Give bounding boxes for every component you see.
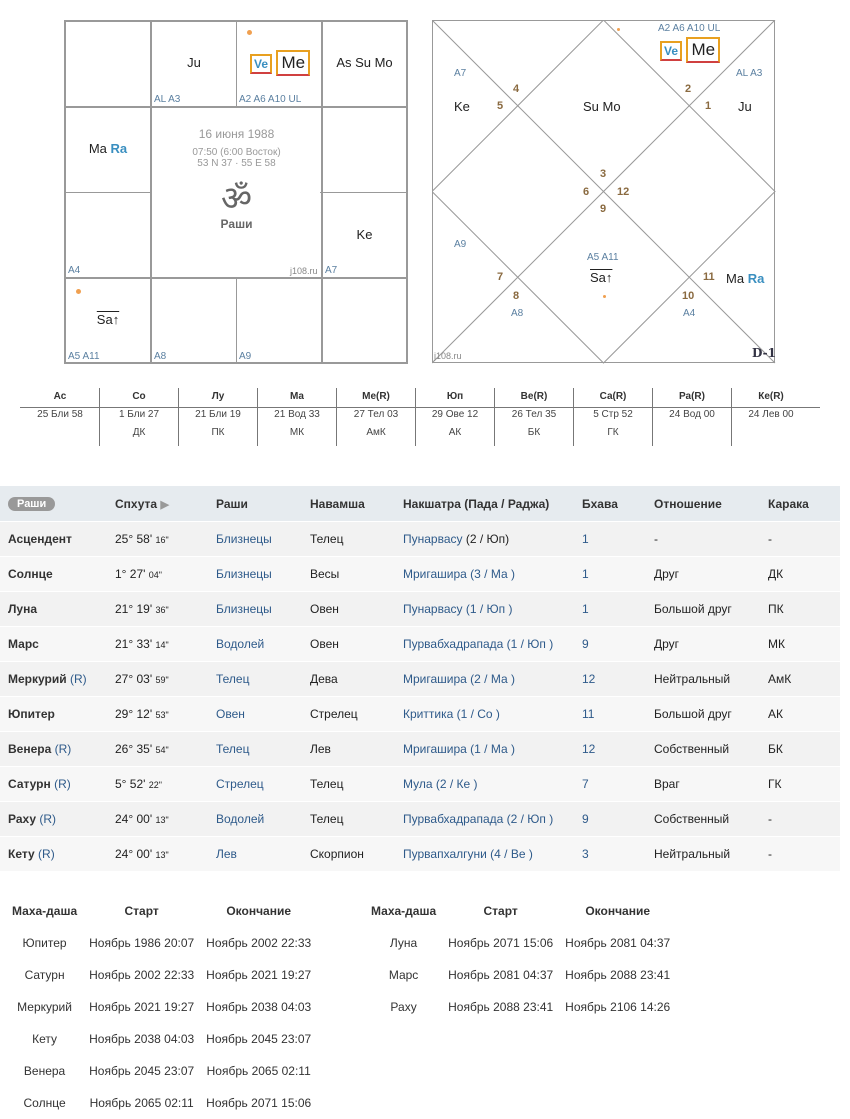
summary-column: [731, 388, 811, 442]
dasha-start: Ноябрь 2045 23:07: [89, 1064, 195, 1078]
planet-name: Солнце: [8, 567, 53, 581]
nakshatra-link[interactable]: Мригашира (3 / Ма ): [403, 567, 515, 581]
sphuta-degrees: 25° 58': [115, 532, 153, 546]
summary-position: 21 Вод 33: [274, 409, 320, 420]
table-row: [0, 662, 840, 697]
column-divider: [99, 388, 100, 446]
chevron-right-icon: ▶: [160, 498, 169, 511]
sphuta-degrees: 27° 03': [115, 672, 153, 686]
summary-karaka: ГК: [607, 427, 619, 438]
dasha-start: Ноябрь 2081 04:37: [448, 968, 554, 982]
sphuta-degrees: 24° 00': [115, 812, 153, 826]
dasha-end: Ноябрь 2065 02:11: [206, 1064, 311, 1078]
summary-column: [415, 388, 495, 442]
column-header: Раши: [208, 486, 302, 522]
north-chart-lines: [432, 20, 776, 364]
summary-column: [573, 388, 653, 442]
summary-position: 5 Стр 52: [593, 409, 633, 420]
summary-karaka: ДК: [132, 427, 146, 438]
dasha-row: [6, 1055, 317, 1087]
table-row: [0, 767, 840, 802]
summary-karaka: МК: [289, 427, 305, 438]
dasha-end: Ноябрь 2038 04:03: [206, 1000, 312, 1014]
cell-planets: Ke: [356, 227, 373, 242]
bhava-link[interactable]: 1: [582, 567, 589, 581]
marker-dot: [247, 30, 252, 35]
nakshatra-link[interactable]: Пурвабхадрапада (1 / Юп ): [403, 637, 554, 651]
arudha-label: A8: [511, 308, 524, 319]
marker-dot: [603, 295, 606, 298]
dasha-end: Ноябрь 2021 19:27: [206, 968, 312, 982]
column-header: Отношение: [646, 486, 760, 522]
column-header: Старт: [483, 904, 518, 918]
column-header: Окончание: [226, 904, 292, 918]
house-number: 6: [583, 186, 590, 198]
karaka: -: [760, 522, 840, 557]
planet-name: Юпитер: [8, 707, 55, 721]
summary-karaka: БК: [527, 427, 541, 438]
north-chart: [432, 20, 776, 364]
column-divider: [731, 388, 732, 446]
column-divider: [336, 388, 337, 446]
navamsha: Телец: [302, 767, 395, 802]
planet-rahu: Ra: [747, 271, 765, 286]
dasha-planet: Меркурий: [17, 1000, 72, 1014]
summary-karaka: [731, 424, 811, 442]
column-header: Старт: [124, 904, 159, 918]
relationship: Нейтральный: [646, 837, 760, 872]
nakshatra-link[interactable]: Пурвабхадрапада (2 / Юп ): [403, 812, 554, 826]
birth-coords: 53 N 37 · 55 E 58: [197, 158, 276, 169]
table-row: [0, 592, 840, 627]
summary-planet: Ве(R): [520, 391, 548, 402]
table-row: [0, 557, 840, 592]
arudha-label: AL A3: [154, 94, 181, 105]
bhava-link[interactable]: 12: [582, 742, 596, 756]
column-header[interactable]: Спхута ▶: [107, 486, 208, 522]
navamsha: Телец: [302, 802, 395, 837]
column-header: Карака: [760, 486, 840, 522]
retrograde-mark: (R): [36, 812, 57, 826]
summary-karaka: АК: [448, 427, 462, 438]
dasha-start: Ноябрь 2071 15:06: [448, 936, 554, 950]
cell-planets: [726, 271, 764, 286]
dasha-planet: Луна: [389, 936, 418, 950]
summary-position: 26 Тел 35: [511, 409, 557, 420]
om-icon: ॐ: [220, 180, 252, 218]
retrograde-mark: (R): [34, 847, 55, 861]
column-divider: [178, 388, 179, 446]
arudha-label: A5 A11: [68, 351, 100, 362]
division-label: D-1: [752, 346, 776, 360]
sphuta-seconds: 04": [148, 570, 163, 580]
karaka: ДК: [760, 557, 840, 592]
column-divider: [415, 388, 416, 446]
table-row: [0, 837, 840, 872]
sphuta-degrees: 24° 00': [115, 847, 153, 861]
summary-column: [494, 388, 574, 442]
house-number: 8: [513, 290, 520, 302]
dasha-start: Ноябрь 2038 04:03: [89, 1032, 195, 1046]
planet-mercury: Me: [686, 37, 720, 63]
dasha-end: Ноябрь 2002 22:33: [206, 936, 312, 950]
nakshatra-link[interactable]: Мригашира (2 / Ма ): [403, 672, 515, 686]
summary-karaka: ПК: [211, 427, 225, 438]
karaka: АмК: [760, 662, 840, 697]
rashi-link[interactable]: Стрелец: [216, 777, 264, 791]
dasha-planet: Солнце: [23, 1096, 66, 1110]
summary-position: 29 Ове 12: [431, 409, 479, 420]
bhava-link[interactable]: 1: [582, 532, 589, 546]
dasha-planet: Сатурн: [24, 968, 65, 982]
summary-position: 24 Вод 00: [669, 409, 715, 420]
cell-planets: Sa↑: [96, 312, 120, 327]
sphuta-seconds: 59": [155, 675, 169, 685]
cell-planets: As Su Mo: [336, 55, 393, 70]
summary-position: 24 Лев 00: [748, 409, 794, 420]
retrograde-mark: (R): [66, 672, 87, 686]
summary-planet: Ма: [289, 391, 304, 402]
sphuta-degrees: 26° 35': [115, 742, 153, 756]
grid-line: [320, 192, 406, 193]
rashi-link[interactable]: Близнецы: [216, 567, 272, 581]
dasha-start: Ноябрь 2002 22:33: [89, 968, 195, 982]
cell-planets: [66, 141, 150, 156]
nakshatra-pada: (2 / Юп): [462, 532, 510, 546]
dasha-row: [6, 927, 317, 959]
sphuta-seconds: 14": [155, 640, 169, 650]
planet-mercury: Me: [276, 50, 310, 76]
rashi-toggle[interactable]: Раши: [8, 497, 55, 511]
summary-planet: Юп: [446, 391, 464, 402]
chart-name: Раши: [220, 217, 253, 231]
column-header: Бхава: [574, 486, 646, 522]
summary-karaka: [652, 424, 732, 442]
summary-position: 21 Бли 19: [195, 409, 241, 420]
sphuta-seconds: 54": [155, 745, 169, 755]
karaka: ПК: [760, 592, 840, 627]
dasha-table-right: [365, 895, 676, 1023]
table-row: [0, 522, 840, 557]
rashi-link[interactable]: Овен: [216, 707, 245, 721]
karaka: -: [760, 837, 840, 872]
dasha-row: [6, 959, 317, 991]
arudha-label: A5 A11: [587, 252, 619, 263]
birth-date: 16 июня 1988: [198, 127, 275, 141]
sphuta-seconds: 13": [155, 815, 169, 825]
column-divider: [652, 388, 653, 446]
dasha-end: Ноябрь 2071 15:06: [206, 1096, 312, 1110]
karaka: АК: [760, 697, 840, 732]
dasha-end: Ноябрь 2045 23:07: [206, 1032, 312, 1046]
arudha-label: A4: [683, 308, 696, 319]
relationship: Большой друг: [646, 592, 760, 627]
arudha-label: A9: [454, 239, 467, 250]
navamsha: Лев: [302, 732, 395, 767]
bhava-link[interactable]: 9: [582, 637, 589, 651]
table-row: [0, 697, 840, 732]
relationship: Собственный: [646, 732, 760, 767]
planet-mars: Ma: [88, 141, 107, 156]
summary-column: [20, 388, 100, 442]
arudha-label: AL A3: [736, 68, 763, 79]
house-number: 10: [682, 290, 695, 302]
rashi-link[interactable]: Телец: [216, 672, 250, 686]
arudha-label: A8: [154, 351, 167, 362]
summary-planet: Са(R): [599, 391, 627, 402]
grid-line: [66, 192, 152, 193]
birth-time: 07:50 (6:00 Восток): [192, 147, 281, 158]
summary-position: 1 Бли 27: [118, 409, 160, 420]
planet-name: Меркурий: [8, 672, 67, 686]
nakshatra-link[interactable]: Пурвапхалгуни (4 / Ве ): [403, 847, 533, 861]
sphuta-degrees: 5° 52': [115, 777, 146, 791]
rashi-link[interactable]: Телец: [216, 742, 250, 756]
column-divider: [494, 388, 495, 446]
site-watermark: j108.ru: [290, 266, 318, 276]
dasha-start: Ноябрь 2021 19:27: [89, 1000, 195, 1014]
house-number: 11: [703, 271, 715, 283]
sphuta-seconds: 16": [155, 535, 169, 545]
navamsha: Дева: [302, 662, 395, 697]
cell-planets: [660, 37, 720, 63]
site-watermark: j108.ru: [434, 351, 462, 361]
dasha-planet: Раху: [390, 1000, 417, 1014]
cell-planets: Sa↑: [590, 270, 613, 285]
relationship: Нейтральный: [646, 662, 760, 697]
dasha-row: [6, 1023, 317, 1055]
dasha-end: Ноябрь 2081 04:37: [565, 936, 671, 950]
planet-name: Венера: [8, 742, 52, 756]
dasha-row: [365, 959, 676, 991]
relationship: -: [646, 522, 760, 557]
column-divider: [257, 388, 258, 446]
marker-dot: [76, 289, 81, 294]
planet-name: Марс: [8, 637, 39, 651]
summary-column: [178, 388, 258, 442]
planet-mars: Ma: [726, 271, 745, 286]
dasha-row: [365, 927, 676, 959]
sphuta-seconds: 36": [155, 605, 169, 615]
column-header: Накшатра (Пада / Раджа): [395, 486, 574, 522]
summary-planet: Лу: [211, 391, 225, 402]
table-header-row: [0, 486, 840, 522]
navamsha: Овен: [302, 592, 395, 627]
bhava-link[interactable]: 11: [582, 707, 595, 721]
rashi-link[interactable]: Лев: [216, 847, 237, 861]
summary-karaka: [20, 424, 100, 442]
dasha-start: Ноябрь 2065 02:11: [89, 1096, 194, 1110]
relationship: Враг: [646, 767, 760, 802]
sphuta-seconds: 22": [148, 780, 163, 790]
sphuta-degrees: 21° 33': [115, 637, 153, 651]
table-row: [0, 802, 840, 837]
bhava-link[interactable]: 1: [582, 602, 589, 616]
grid-line: [321, 22, 323, 362]
column-header: Окончание: [585, 904, 651, 918]
grid-line: [236, 22, 237, 108]
dasha-row: [6, 991, 317, 1023]
dasha-row: [365, 991, 676, 1023]
planet-rahu: Ra: [110, 141, 128, 156]
summary-position: 27 Тел 03: [353, 409, 399, 420]
planet-name: Луна: [8, 602, 38, 616]
rashi-link[interactable]: Близнецы: [216, 602, 272, 616]
bhava-link[interactable]: 7: [582, 777, 589, 791]
summary-column: [99, 388, 179, 442]
planet-name: Сатурн: [8, 777, 51, 791]
navamsha: Овен: [302, 627, 395, 662]
nakshatra-link[interactable]: Пунарвасу: [403, 532, 463, 546]
karaka: БК: [760, 732, 840, 767]
house-number: 2: [685, 83, 692, 95]
navamsha: Стрелец: [302, 697, 395, 732]
cell-planets: Ju: [738, 99, 752, 114]
summary-planet: Ме(R): [362, 391, 390, 402]
arudha-label: A2 A6 A10 UL: [239, 94, 302, 105]
bhava-link[interactable]: 9: [582, 812, 589, 826]
relationship: Друг: [646, 557, 760, 592]
dasha-end: Ноябрь 2088 23:41: [565, 968, 671, 982]
summary-planet: Со: [132, 391, 146, 402]
column-divider: [573, 388, 574, 446]
retrograde-mark: (R): [50, 777, 71, 791]
rashi-link[interactable]: Водолей: [216, 637, 265, 651]
navamsha: Весы: [302, 557, 395, 592]
karaka: -: [760, 802, 840, 837]
sphuta-degrees: 1° 27': [115, 567, 146, 581]
rashi-link[interactable]: Близнецы: [216, 532, 272, 546]
planet-name: Кету: [8, 847, 35, 861]
summary-column: [257, 388, 337, 442]
summary-planet: Ке(R): [758, 391, 784, 402]
dasha-planet: Кету: [32, 1032, 58, 1046]
arudha-label: A4: [68, 265, 81, 276]
navamsha: Телец: [302, 522, 395, 557]
nakshatra-link[interactable]: Пунарвасу (1 / Юп ): [403, 602, 513, 616]
dasha-start: Ноябрь 2088 23:41: [448, 1000, 554, 1014]
cell-planets: [250, 50, 310, 76]
dasha-end: Ноябрь 2106 14:26: [565, 1000, 671, 1014]
column-header: Навамша: [302, 486, 395, 522]
dasha-planet: Юпитер: [22, 936, 67, 950]
house-number: 1: [705, 100, 712, 112]
house-number: 9: [600, 203, 607, 215]
relationship: Друг: [646, 627, 760, 662]
summary-position: 25 Бли 58: [37, 409, 83, 420]
planet-venus: Ve: [250, 54, 272, 74]
planet-name: Асцендент: [8, 532, 72, 546]
arudha-label: A7: [454, 68, 467, 79]
dasha-planet: Марс: [388, 968, 419, 982]
arudha-label: A7: [325, 265, 338, 276]
dasha-planet: Венера: [23, 1064, 66, 1078]
dasha-row: [6, 1087, 317, 1119]
relationship: Собственный: [646, 802, 760, 837]
arudha-label: A2 A6 A10 UL: [658, 23, 721, 34]
marker-dot: [617, 28, 620, 31]
summary-column: [652, 388, 732, 442]
navamsha: Скорпион: [302, 837, 395, 872]
summary-planet: Ра(R): [679, 391, 705, 402]
nakshatra-link[interactable]: Мригашира (1 / Ма ): [403, 742, 515, 756]
cell-planets: Ju: [187, 55, 201, 70]
table-row: [0, 732, 840, 767]
nakshatra-link[interactable]: Криттика (1 / Со ): [403, 707, 500, 721]
summary-karaka: АмК: [366, 427, 386, 438]
grid-line: [236, 277, 237, 363]
bhava-link[interactable]: 3: [582, 847, 589, 861]
cell-planets: Su Mo: [583, 99, 621, 114]
arudha-label: A9: [239, 351, 252, 362]
planet-venus: Ve: [660, 41, 682, 61]
cell-planets: Ke: [454, 99, 470, 114]
column-header: Маха-даша: [12, 904, 78, 918]
relationship: Большой друг: [646, 697, 760, 732]
retrograde-mark: (R): [51, 742, 72, 756]
sphuta-seconds: 13": [155, 850, 169, 860]
dasha-start: Ноябрь 1986 20:07: [89, 936, 195, 950]
south-chart: [64, 20, 408, 364]
house-number: 5: [497, 100, 504, 112]
sphuta-degrees: 21° 19': [115, 602, 153, 616]
sphuta-degrees: 29° 12': [115, 707, 153, 721]
table-row: [0, 627, 840, 662]
dasha-table-left: [6, 895, 317, 1119]
nakshatra-link[interactable]: Мула (2 / Ке ): [403, 777, 478, 791]
chart-center: [152, 108, 321, 231]
summary-planet: Ас: [53, 391, 67, 402]
planet-table: [0, 486, 840, 871]
house-number: 7: [497, 271, 504, 283]
planet-name: Раху: [8, 812, 37, 826]
summary-column: [336, 388, 416, 442]
bhava-link[interactable]: 12: [582, 672, 596, 686]
rashi-link[interactable]: Водолей: [216, 812, 265, 826]
sphuta-seconds: 53": [155, 710, 169, 720]
karaka: ГК: [760, 767, 840, 802]
column-header: Маха-даша: [371, 904, 437, 918]
house-number: 3: [600, 168, 607, 180]
house-number: 4: [513, 83, 520, 95]
karaka: МК: [760, 627, 840, 662]
house-number: 12: [617, 186, 630, 198]
